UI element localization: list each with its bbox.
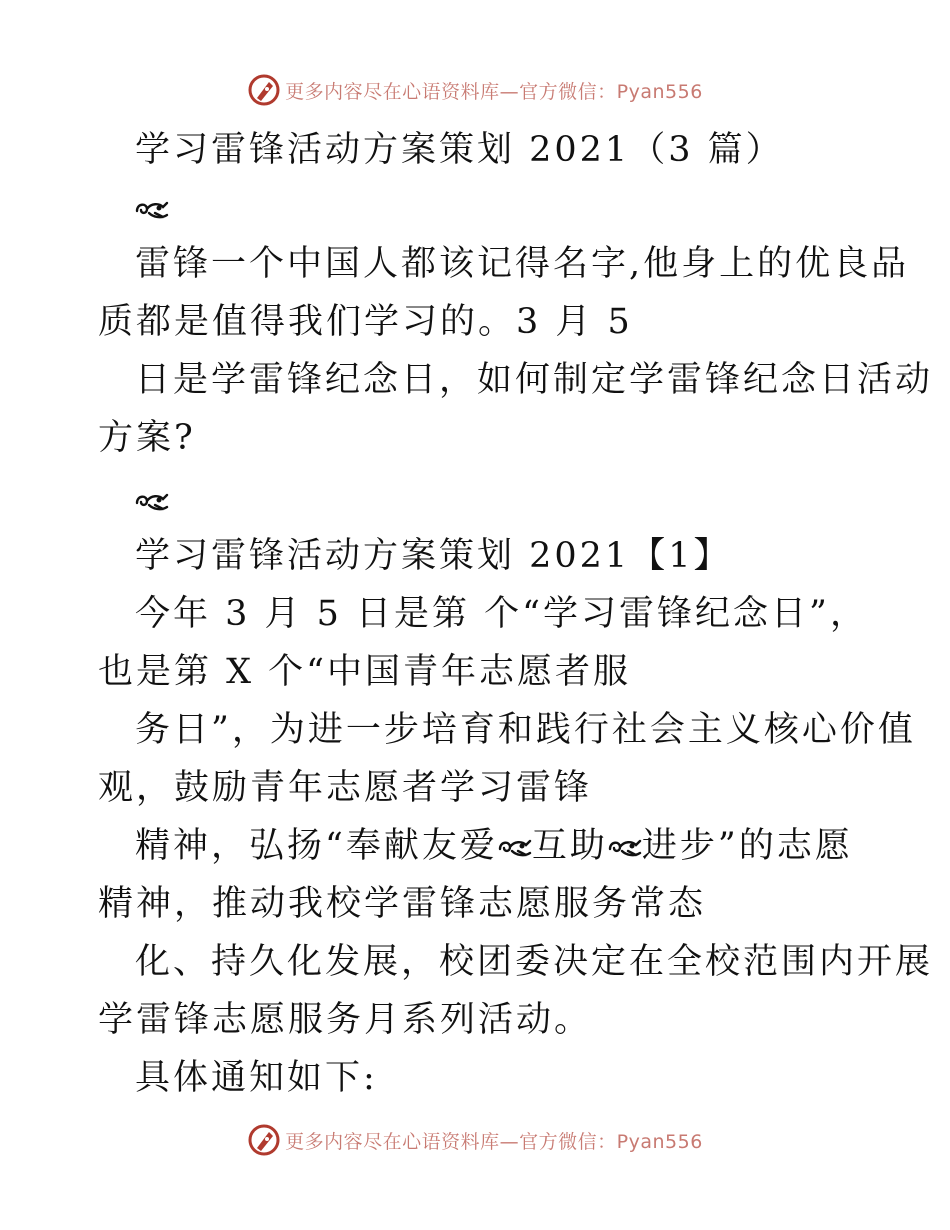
body-line-5-part-2: 互助 bbox=[531, 826, 608, 866]
intro-line-1: 雷锋一个中国人都该记得名字,他身上的优良品 bbox=[135, 244, 910, 284]
fleuron-separator-icon bbox=[135, 199, 169, 221]
body-line-5 bbox=[135, 822, 853, 870]
body-line-5-part-1: 精神，弘扬“奉献友爱 bbox=[135, 826, 498, 866]
pen-nib-logo-icon bbox=[247, 1123, 281, 1157]
document-title: 学习雷锋活动方案策划 2021（3 篇） bbox=[135, 130, 784, 170]
pen-nib-logo-icon bbox=[247, 73, 281, 107]
separator-1 bbox=[135, 184, 169, 232]
footer-banner-text: 更多内容尽在心语资料库—官方微信：Pyan556 bbox=[285, 1130, 703, 1153]
body-line-7: 化、持久化发展，校团委决定在全校范围内开展 bbox=[135, 942, 934, 982]
body-line-5-part-3: 进步”的志愿 bbox=[641, 826, 853, 866]
footer-banner bbox=[0, 1120, 950, 1160]
separator-2 bbox=[135, 476, 169, 524]
body-line-1: 今年 3 月 5 日是第 个“学习雷锋纪念日”， bbox=[135, 594, 868, 634]
fleuron-separator-icon bbox=[608, 837, 642, 859]
section-heading: 学习雷锋活动方案策划 2021【1】 bbox=[135, 536, 732, 576]
intro-line-2: 质都是值得我们学习的。3 月 5 bbox=[98, 302, 633, 342]
header-banner-text: 更多内容尽在心语资料库—官方微信：Pyan556 bbox=[285, 80, 703, 103]
body-line-3: 务日”，为进一步培育和践行社会主义核心价值 bbox=[135, 710, 916, 750]
fleuron-separator-icon bbox=[498, 837, 532, 859]
header-banner bbox=[0, 70, 950, 110]
body-line-2: 也是第 X 个“中国青年志愿者服 bbox=[98, 652, 632, 692]
fleuron-separator-icon bbox=[135, 491, 169, 513]
body-line-8: 学雷锋志愿服务月系列活动。 bbox=[98, 1000, 593, 1040]
intro-line-4: 方案? bbox=[98, 418, 196, 458]
intro-line-3: 日是学雷锋纪念日，如何制定学雷锋纪念日活动 bbox=[135, 360, 934, 400]
body-line-9: 具体通知如下: bbox=[135, 1058, 378, 1098]
body-line-4: 观，鼓励青年志愿者学习雷锋 bbox=[98, 768, 593, 808]
body-line-6: 精神，推动我校学雷锋志愿服务常态 bbox=[98, 884, 707, 924]
